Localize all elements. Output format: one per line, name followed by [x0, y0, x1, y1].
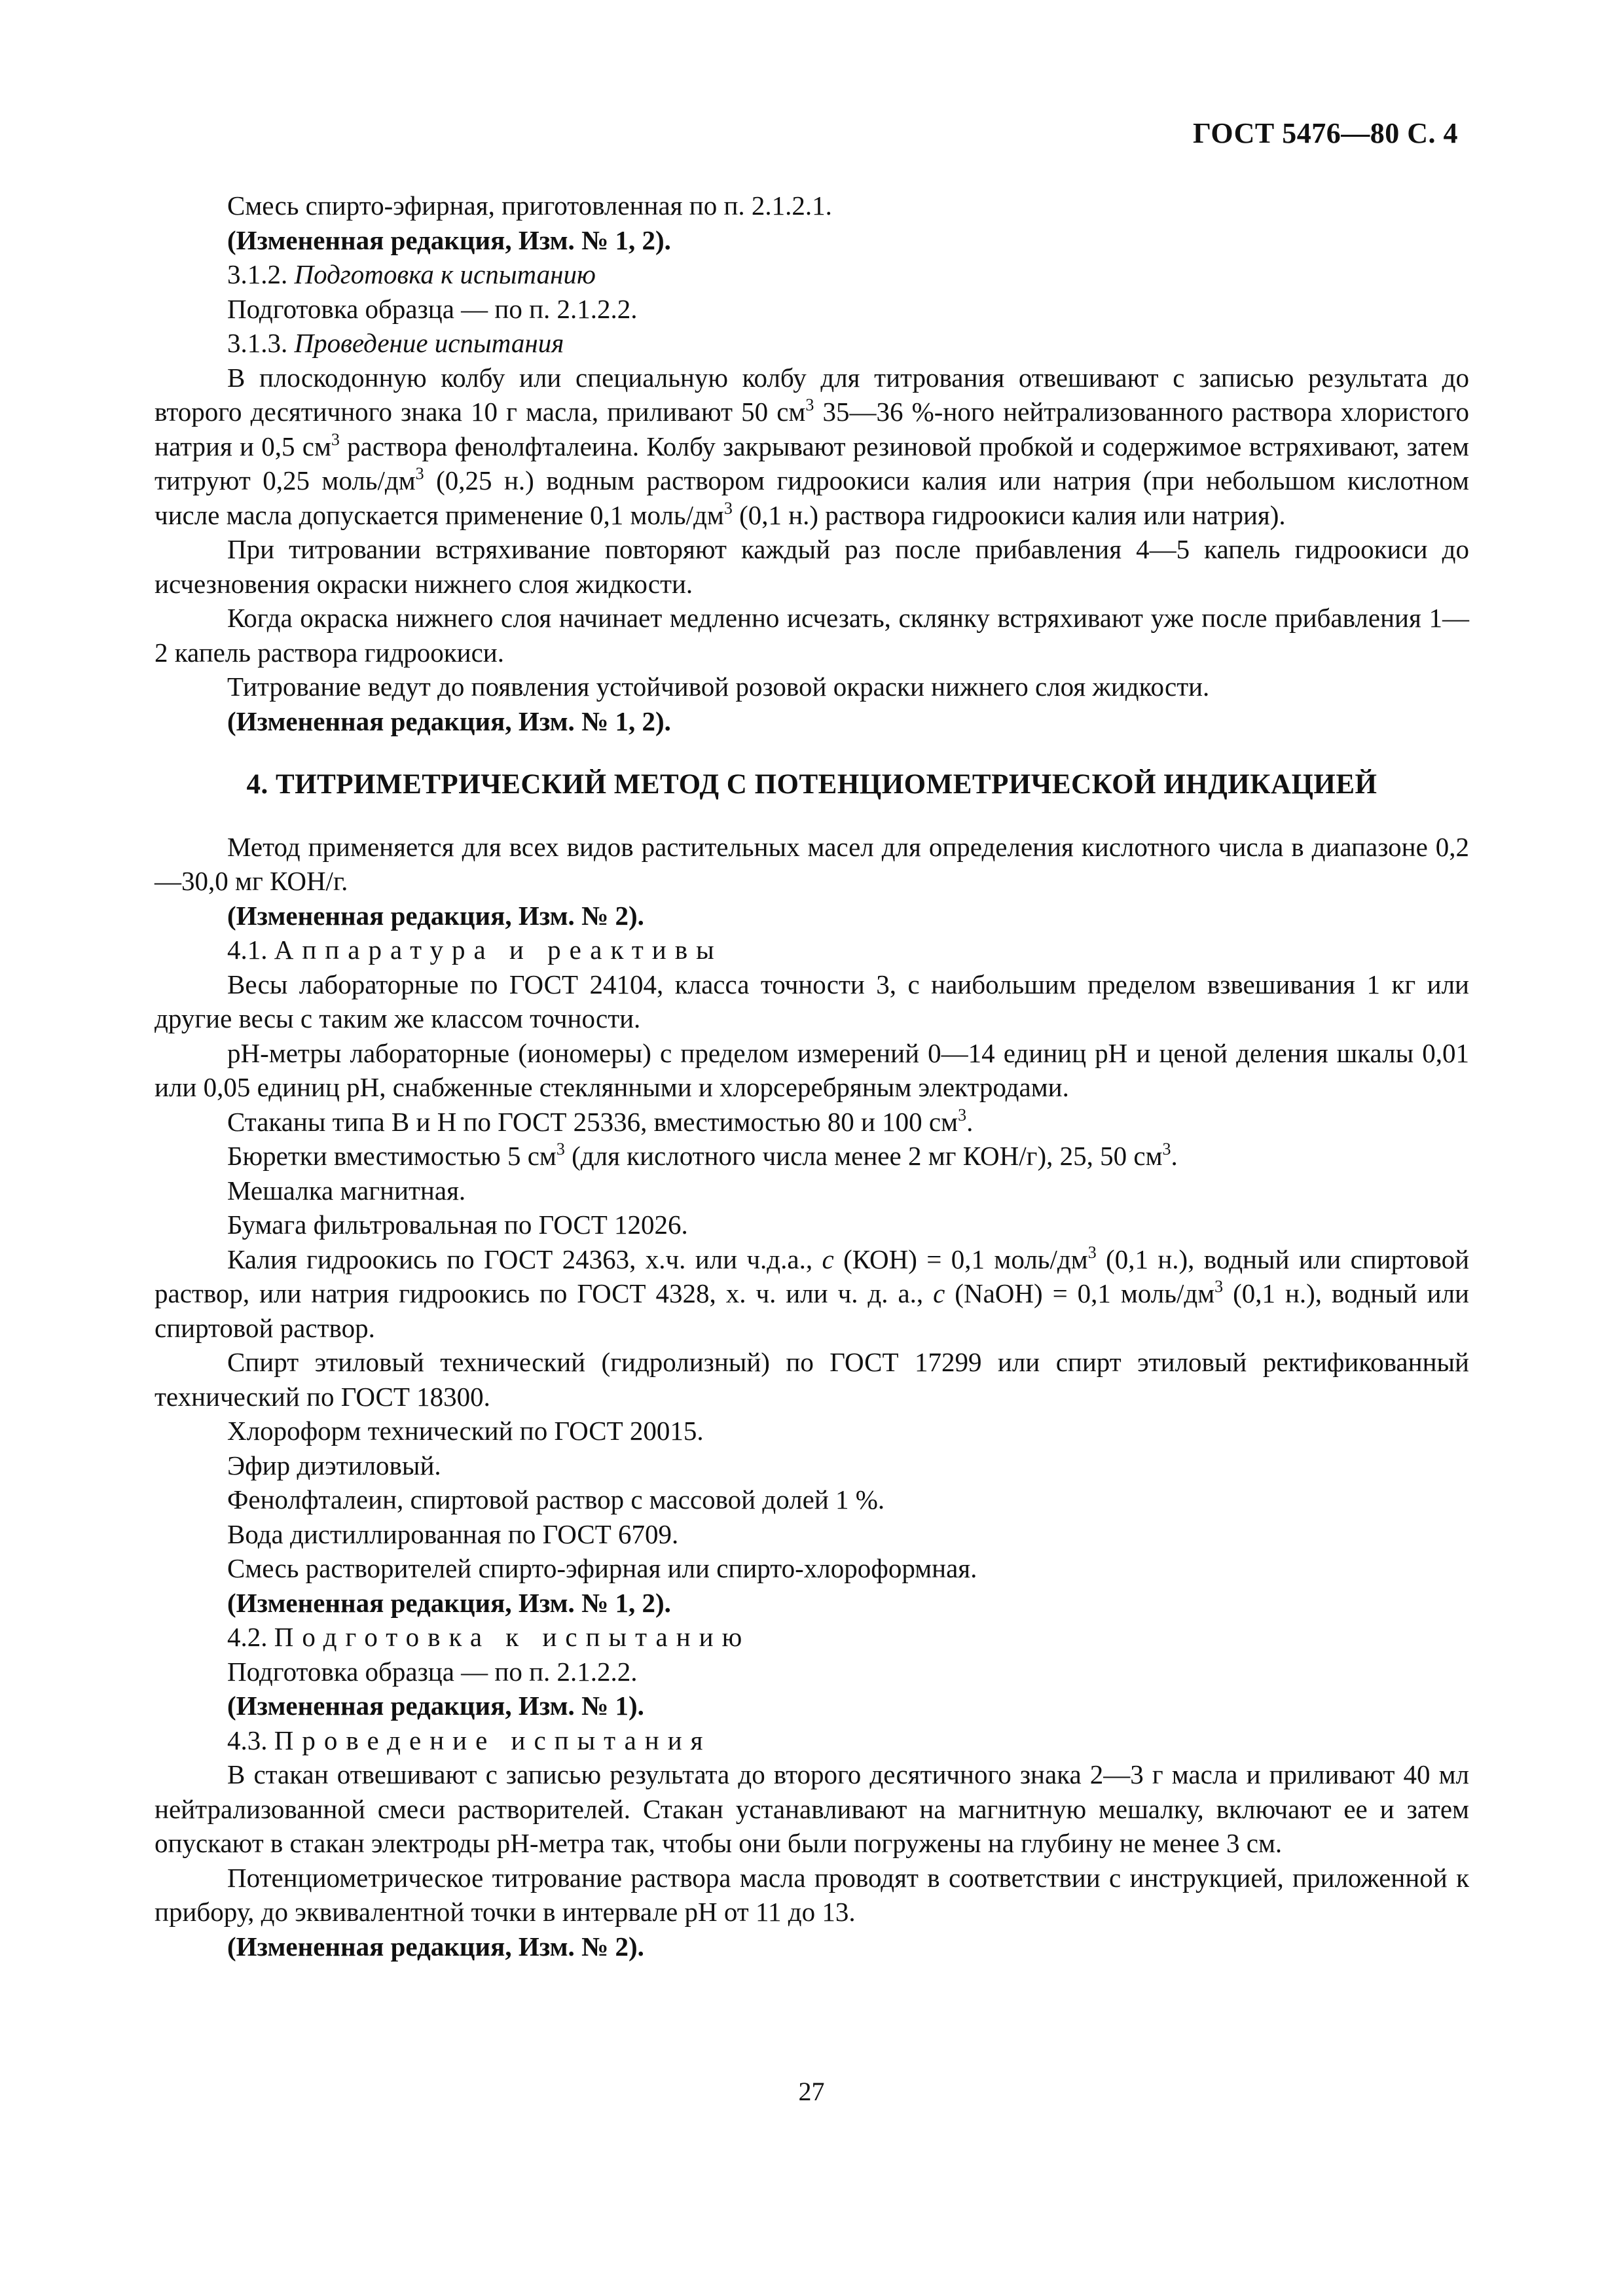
item-filter-paper: Бумага фильтровальная по ГОСТ 12026.	[227, 1210, 688, 1240]
item-scales: Весы лабораторные по ГОСТ 24104, класса точности 3, с наибольшим пределом взвешивания 1 кг или другие весы с таким же классом точности.	[155, 969, 1469, 1033]
item-hydroxide	[155, 1242, 1469, 1346]
paragraph-sample-prep-4: Подготовка образца — по п. 2.1.2.2.	[227, 1656, 638, 1687]
subsection-title: Аппаратура и реактивы	[274, 935, 723, 965]
item-ether: Эфир диэтиловый.	[227, 1450, 441, 1480]
superscript: 3	[1214, 1277, 1224, 1296]
document-body	[155, 188, 1469, 1964]
text-run: c	[933, 1278, 945, 1308]
amendment-note: (Измененная редакция, Изм. № 1, 2).	[227, 706, 671, 736]
text-run: (0,25 н.) водным раствором гидроокиси калия или натрия (при небольшом кислотном числе масла допускается применение 0,1 моль/дм	[155, 465, 1469, 530]
text-run: c	[822, 1244, 834, 1274]
subsection-3-1-3-heading	[155, 326, 1469, 361]
superscript: 3	[1087, 1242, 1097, 1262]
subsection-title: Проведение испытания	[274, 1725, 712, 1755]
paragraph-method-scope: Метод применяется для всех видов растительных масел для определения кислотного числа в диапазоне 0,2—30,0 мг КОН/г.	[155, 831, 1469, 896]
text-run: (0,1 н.), водный или спиртовой раствор.	[155, 1278, 1470, 1343]
superscript: 3	[1162, 1139, 1171, 1158]
paragraph-titration-end: Титрование ведут до появления устойчивой розовой окраски нижнего слоя жидкости.	[227, 672, 1210, 702]
superscript: 3	[556, 1139, 565, 1158]
text-run: (КОН) = 0,1 моль/дм	[833, 1244, 1088, 1274]
item-beakers	[155, 1105, 1469, 1139]
item-chloroform: Хлороформ технический по ГОСТ 20015.	[227, 1416, 704, 1446]
text-run: раствора фенолфталеина. Колбу закрывают резиновой пробкой и содержимое встряхивают, затем титруют 0,25 моль/дм	[155, 431, 1469, 495]
superscript: 3	[415, 464, 424, 483]
text-run: Калия гидроокись по ГОСТ 24363, х.ч. или ч.д.а.,	[227, 1244, 822, 1274]
section-4-title: 4. ТИТРИМЕТРИЧЕСКИЙ МЕТОД С ПОТЕНЦИОМЕТРИЧЕСКОЙ ИНДИКАЦИЕЙ	[246, 769, 1377, 800]
text-run: В плоскодонную колбу или специальную колбу для титрования отвешивают с записью результата до второго десятичного знака 10 г масла, приливают 50 см	[155, 362, 1469, 427]
subsection-number: 3.1.3.	[227, 328, 295, 358]
text-run: (0,1 н.) раствора гидроокиси калия или натрия).	[732, 499, 1286, 530]
subsection-4-2-heading	[155, 1620, 1469, 1655]
subsection-number: 3.1.2.	[227, 259, 295, 289]
superscript: 3	[958, 1105, 967, 1124]
amendment-note: (Измененная редакция, Изм. № 2).	[227, 900, 644, 931]
amendment-note: (Измененная редакция, Изм. № 1, 2).	[227, 224, 671, 255]
item-solvent-mix: Смесь растворителей спирто-эфирная или спирто-хлороформная.	[227, 1553, 977, 1583]
item-ph-meters: рН-метры лабораторные (иономеры) с пределом измерений 0—14 единиц рН и ценой деления шкалы 0,01 или 0,05 единиц рН, снабженные стеклянными и хлорсеребряным электродами.	[155, 1037, 1469, 1102]
amendment-note: (Измененная редакция, Изм. № 2).	[227, 1931, 644, 1962]
subsection-title: Подготовка к испытанию	[274, 1622, 751, 1652]
subsection-3-1-2-heading	[155, 257, 1469, 292]
superscript: 3	[805, 395, 814, 414]
paragraph-test-procedure: В стакан отвешивают с записью результата до второго десятичного знака 2—3 г масла и приливают 40 мл нейтрализованной смеси растворителей. Стакан устанавливают на магнитную мешалку, включают ее и затем опускают в стакан электроды рН-метра так, чтобы они были погружены на глубину не менее 3 см.	[155, 1759, 1469, 1858]
item-magnetic-stirrer: Мешалка магнитная.	[227, 1175, 466, 1206]
subsection-4-1-heading	[155, 933, 1469, 967]
item-distilled-water: Вода дистиллированная по ГОСТ 6709.	[227, 1518, 679, 1549]
subsection-number: 4.3.	[227, 1725, 274, 1755]
subsection-title: Подготовка к испытанию	[294, 259, 596, 289]
text-run: Бюретки вместимостью 5 см	[227, 1141, 556, 1171]
subsection-number: 4.1.	[227, 935, 274, 965]
subsection-4-3-heading	[155, 1723, 1469, 1758]
subsection-number: 4.2.	[227, 1622, 274, 1652]
item-burettes	[155, 1139, 1469, 1174]
text-run: (0,1 н.), водный или спиртовой раствор, или натрия гидроокись по ГОСТ 4328, х. ч. или ч. д. а.,	[155, 1244, 1470, 1308]
text-run: Стаканы типа В и Н по ГОСТ 25336, вместимостью 80 и 100 см	[227, 1106, 958, 1137]
page-number: 27	[798, 2077, 825, 2106]
paragraph-titration-procedure	[155, 361, 1469, 533]
page-header: ГОСТ 5476—80 С. 4	[1192, 117, 1458, 149]
text-run: .	[1171, 1141, 1178, 1171]
paragraph-shaking: При титровании встряхивание повторяют каждый раз после прибавления 4—5 капель гидроокиси до исчезновения окраски нижнего слоя жидкости.	[155, 534, 1469, 599]
paragraph-solvent-mix: Смесь спирто-эфирная, приготовленная по п. 2.1.2.1.	[227, 190, 832, 221]
superscript: 3	[331, 429, 340, 449]
amendment-note: (Измененная редакция, Изм. № 1).	[227, 1691, 644, 1721]
paragraph-potentiometric-titration: Потенциометрическое титрование раствора масла проводят в соответствии с инструкцией, приложенной к прибору, до эквивалентной точки в интервале рН от 11 до 13.	[155, 1862, 1469, 1927]
text-run: (для кислотного числа менее 2 мг КОН/г), 25, 50 см	[564, 1141, 1163, 1171]
item-phenolphthalein: Фенолфталеин, спиртовой раствор с массовой долей 1 %.	[227, 1484, 885, 1515]
text-run: 35—36 %-ного нейтрализованного раствора хлористого натрия и 0,5 см	[155, 397, 1469, 461]
paragraph-sample-prep: Подготовка образца — по п. 2.1.2.2.	[227, 293, 638, 324]
item-ethanol: Спирт этиловый технический (гидролизный) по ГОСТ 17299 или спирт этиловый ректификованный технический по ГОСТ 18300.	[155, 1347, 1469, 1412]
superscript: 3	[723, 498, 733, 518]
subsection-title: Проведение испытания	[294, 328, 564, 358]
amendment-note: (Измененная редакция, Изм. № 1, 2).	[227, 1587, 671, 1618]
paragraph-color-fade: Когда окраска нижнего слоя начинает медленно исчезать, склянку встряхивают уже после прибавления 1—2 капель раствора гидроокиси.	[155, 603, 1469, 668]
text-run: (NaOH) = 0,1 моль/дм	[945, 1278, 1215, 1308]
text-run: .	[966, 1106, 974, 1137]
